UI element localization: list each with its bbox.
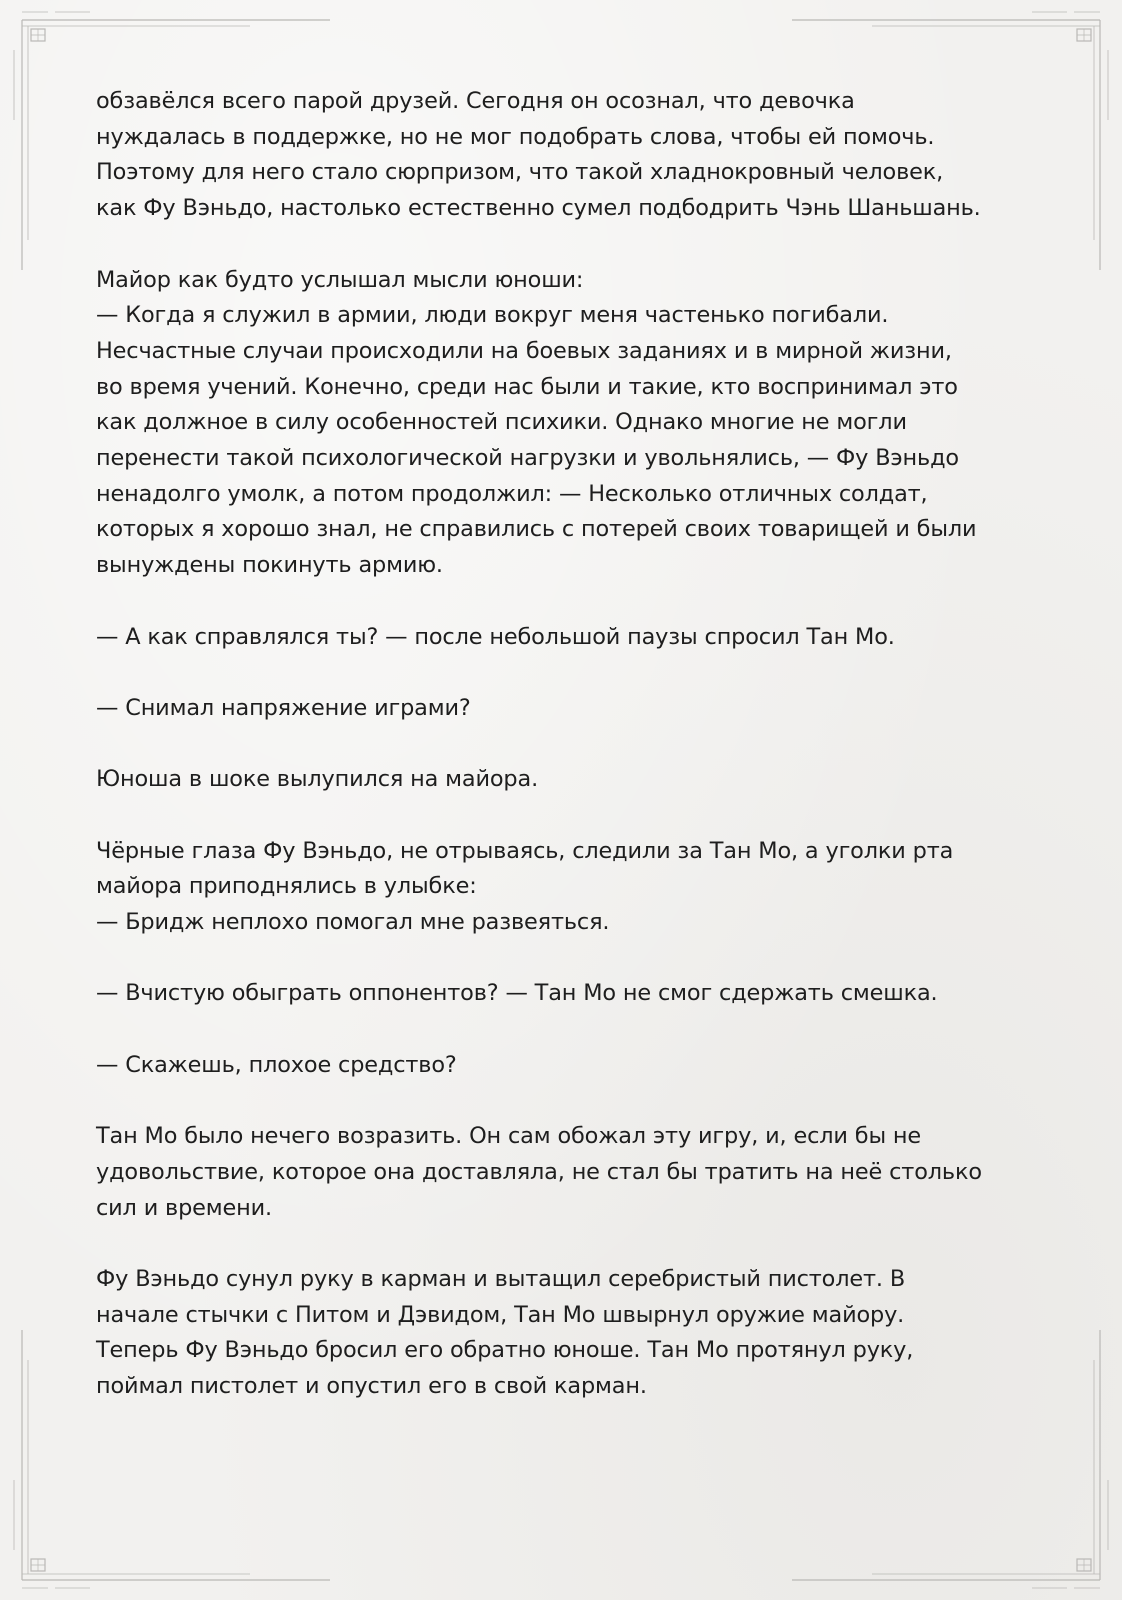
text-line: как Фу Вэньдо, настолько естественно сумел подбодрить Чэнь Шаньшань. [96,195,981,222]
text-line: начале стычки с Питом и Дэвидом, Тан Мо швырнул оружие майору. [96,1301,905,1328]
text-line: — Снимал напряжение играми? [96,694,471,721]
text-line: Теперь Фу Вэньдо бросил его обратно юноше. Тан Мо протянул руку, [96,1337,914,1364]
text-line: сил и времени. [96,1194,273,1221]
paragraph [96,691,1036,727]
text-line: майора приподнялись в улыбке: [96,873,477,900]
paragraph [96,834,1036,941]
paragraph [96,762,1036,798]
text-line: Тан Мо было нечего возразить. Он сам обожал эту игру, и, если бы не [96,1123,922,1150]
text-line: Майор как будто услышал мысли юноши: [96,266,584,293]
text-line: Поэтому для него стало сюрпризом, что такой хладнокровный человек, [96,159,944,186]
text-line: как должное в силу особенностей психики. Однако многие не могли [96,409,907,436]
text-line: — Когда я служил в армии, люди вокруг меня частенько погибали. [96,302,889,329]
paragraph [96,620,1036,656]
paragraph [96,1262,1036,1405]
text-line: — Скажешь, плохое средство? [96,1051,457,1078]
text-line: Юноша в шоке вылупился на майора. [96,766,539,793]
text-line: — Вчистую обыграть оппонентов? — Тан Мо не смог сдержать смешка. [96,980,938,1007]
paragraph [96,1119,1036,1226]
text-line: поймал пистолет и опустил его в свой карман. [96,1373,647,1400]
text-line: — А как справлялся ты? — после небольшой паузы спросил Тан Мо. [96,623,895,650]
paragraph [96,976,1036,1012]
text-line: во время учений. Конечно, среди нас были и такие, кто воспринимал это [96,373,958,400]
text-line: которых я хорошо знал, не справились с потерей своих товарищей и были [96,516,977,543]
story-text [96,84,1036,1441]
text-line: нуждалась в поддержке, но не мог подобрать слова, чтобы ей помочь. [96,123,935,150]
text-line: удовольствие, которое она доставляла, не стал бы тратить на неё столько [96,1158,982,1185]
text-line: Чёрные глаза Фу Вэньдо, не отрываясь, следили за Тан Мо, а уголки рта [96,837,954,864]
text-line: вынуждены покинуть армию. [96,552,443,579]
text-line: перенести такой психологической нагрузки и увольнялись, — Фу Вэньдо [96,445,959,472]
text-line: ненадолго умолк, а потом продолжил: — Несколько отличных солдат, [96,480,928,507]
text-line: обзавёлся всего парой друзей. Сегодня он осознал, что девочка [96,88,855,114]
text-line: — Бридж неплохо помогал мне развеяться. [96,909,610,936]
paragraph [96,263,1036,584]
paragraph [96,84,1036,227]
text-line: Фу Вэньдо сунул руку в карман и вытащил серебристый пистолет. В [96,1266,906,1293]
paragraph [96,1048,1036,1084]
text-line: Несчастные случаи происходили на боевых заданиях и в мирной жизни, [96,337,952,364]
